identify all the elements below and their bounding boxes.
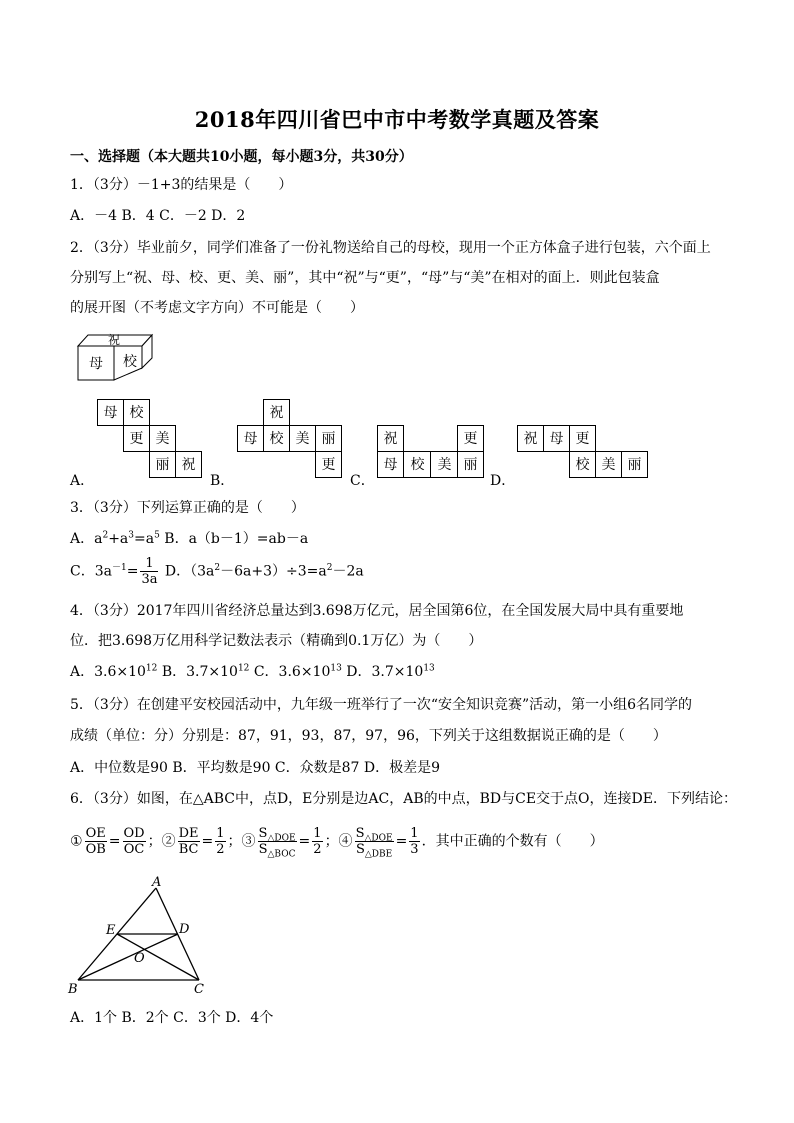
net-b-cell: 校 (263, 425, 290, 452)
option-d-label: D． (490, 473, 516, 489)
label-c: C (194, 982, 204, 997)
q4-line1: 4．（3分）2017年四川省经济总量达到3.698万亿元，居全国第6位，在全国发展大局中具有重要地 (70, 603, 684, 619)
net-b-cell: 丽 (315, 425, 342, 452)
net-c-cell: 母 (377, 451, 404, 478)
label-a: A (152, 875, 162, 890)
net-b-cell: 母 (237, 425, 264, 452)
q6-line1: 6．（3分）如图，在△ABC中，点D，E分别是边AC，AB的中点，BD与CE交于点O，连接DE．下列结论： (70, 791, 737, 807)
q6-conclusions: ① $\frac{OE}{OB}$ = $\frac{OD}{OC}$ ；② $\frac{DE}{BC}$ = $\frac{1}{2}$ ；③ $\frac{S_{\triangle DOE}}{S_{\triangle BOC}}$ = $\frac{1}{2}$ ；④ $\frac{S_{\triangle DOE}}{S_{\triangle DBE}}$ = $\frac{1}{3}$ ．其中正确的个数有（ ） (70, 826, 604, 860)
section-heading: 一、选择题（本大题共10小题，每小题3分，共30分） (70, 149, 413, 165)
net-c-cell: 丽 (457, 451, 484, 478)
net-b-cell: 祝 (263, 399, 290, 426)
net-a-cell: 更 (123, 425, 150, 452)
triangle-figure (66, 874, 226, 1000)
net-a-cell: 美 (149, 425, 176, 452)
net-a-cell: 丽 (149, 451, 176, 478)
net-d-cell: 祝 (517, 425, 544, 452)
net-a-cell: 母 (97, 399, 124, 426)
q3-options-ab: A．$a^2+a^3=a^5$ B．a（b－1）=ab－a (70, 530, 309, 547)
q4-line2: 位．把3.698万亿用科学记数法表示（精确到0.1万亿）为（ ） (70, 633, 483, 649)
net-d-cell: 更 (569, 425, 596, 452)
net-b-cell: 美 (289, 425, 316, 452)
q6-options: A．1个 B．2个 C．3个 D．4个 (70, 1010, 274, 1026)
net-c-cell: 更 (457, 425, 484, 452)
net-d-cell: 美 (595, 451, 622, 478)
net-c-cell: 校 (403, 451, 432, 478)
option-c-label: C． (350, 473, 375, 489)
net-b-cell: 更 (315, 451, 342, 478)
net-c-cell: 美 (430, 451, 459, 478)
q1-stem: 1．（3分）－1+3的结果是（ ） (70, 177, 293, 193)
cube-top-label: 祝 (107, 333, 121, 347)
q3-stem: 3．（3分）下列运算正确的是（ ） (70, 500, 305, 516)
net-a-cell: 校 (123, 399, 150, 426)
label-e: E (106, 923, 116, 938)
net-c-cell: 祝 (377, 425, 404, 452)
q3-options-cd: C．$3a^{-1}=$ $\frac{1}{3a}$ D．$(3a^2-6a+3)\div 3=a^2-2a$ (70, 556, 364, 587)
label-b: B (68, 982, 78, 997)
net-d-cell: 丽 (621, 451, 648, 478)
cube-side-label: 校 (123, 354, 137, 370)
net-a-cell: 祝 (175, 451, 202, 478)
q4-options: A．$3.6\times 10^{12}$ B．$3.7\times 10^{12}$ C．$3.6\times 10^{13}$ D．$3.7\times 10^{13}$ (70, 663, 435, 680)
option-b-label: B． (210, 473, 235, 489)
cube-figure (74, 330, 154, 385)
page-title: 2018年四川省巴中市中考数学真题及答案 (194, 107, 600, 132)
q2-line2: 分别写上“祝、母、校、更、美、丽”，其中“祝”与“更”，“母”与“美”在相对的面上．则此包装盒 (70, 270, 660, 286)
q5-options: A．中位数是90 B．平均数是90 C．众数是87 D．极差是9 (70, 760, 441, 776)
net-d-cell: 校 (569, 451, 596, 478)
q2-line1: 2．（3分）毕业前夕，同学们准备了一份礼物送给自己的母校，现用一个正方体盒子进行包装，六个面上 (70, 240, 711, 256)
option-a-label: A． (70, 473, 95, 489)
net-d-cell: 母 (543, 425, 570, 452)
cube-front-label: 母 (89, 356, 103, 372)
q5-line2: 成绩（单位：分）分别是：87，91，93，87，97，96，下列关于这组数据说正确的是（ ） (70, 728, 667, 744)
q5-line1: 5．（3分）在创建平安校园活动中，九年级一班举行了一次“安全知识竞赛”活动，第一小组6名同学的 (70, 697, 693, 713)
label-d: D (179, 922, 190, 937)
label-o: O (134, 951, 145, 966)
q1-options: A．－4 B．4 C．－2 D．2 (70, 208, 246, 224)
q2-line3: 的展开图（不考虑文字方向）不可能是（ ） (70, 300, 364, 316)
